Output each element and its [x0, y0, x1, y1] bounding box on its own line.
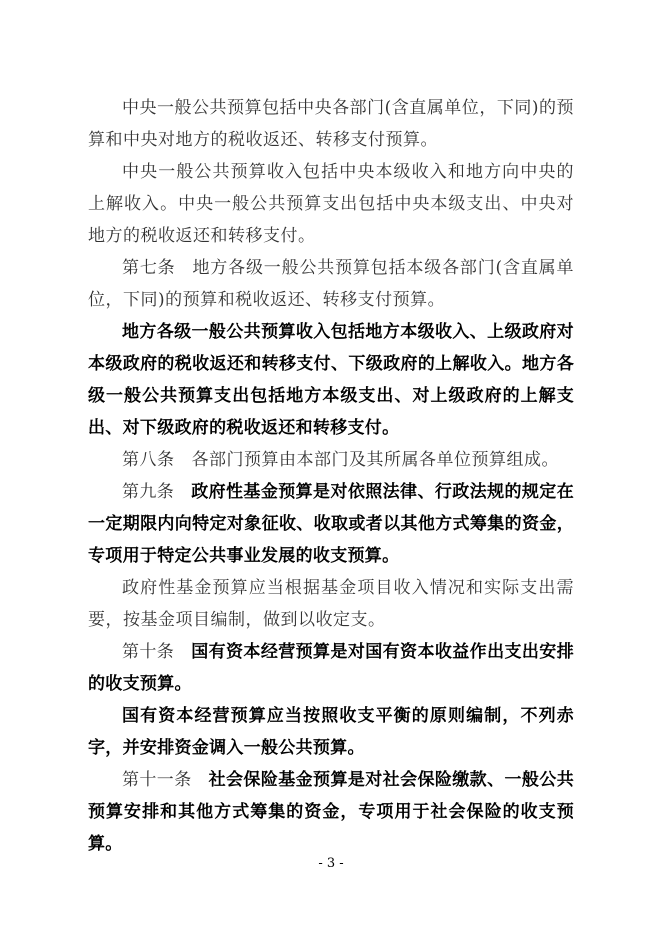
article-number: 第七条 — [122, 258, 176, 278]
paragraph-central-budget-scope — [88, 92, 574, 156]
article-number: 第八条 — [122, 450, 175, 470]
paragraph-text: 地方各级一般公共预算包括本级各部门(含直属单位，下同)的预算和税收返还、转移支付预算。 — [88, 258, 574, 310]
paragraph-text: 中央一般公共预算包括中央各部门(含直属单位，下同)的预算和中央对地方的税收返还、转移支付预算。 — [88, 98, 574, 150]
paragraph-text: 国有资本经营预算是对国有资本收益作出支出安排的收支预算。 — [88, 642, 574, 694]
page-number: - 3 - — [318, 856, 344, 871]
paragraph-article-11 — [88, 764, 574, 860]
paragraph-text: 政府性基金预算应当根据基金项目收入情况和实际支出需要，按基金项目编制，做到以收定支。 — [88, 578, 574, 630]
paragraph-article-8 — [88, 444, 574, 476]
paragraph-fund-budget-compilation — [88, 572, 574, 636]
article-number: 第九条 — [122, 482, 175, 502]
paragraph-central-budget-revenue — [88, 156, 574, 252]
paragraph-text: 中央一般公共预算收入包括中央本级收入和地方向中央的上解收入。中央一般公共预算支出包括中央本级支出、中央对地方的税收返还和转移支付。 — [88, 162, 574, 246]
paragraph-text: 各部门预算由本部门及其所属各单位预算组成。 — [191, 450, 559, 470]
paragraph-text: 社会保险基金预算是对社会保险缴款、一般公共预算安排和其他方式筹集的资金，专项用于社会保险的收支预算。 — [88, 770, 574, 854]
paragraph-article-9 — [88, 476, 574, 572]
paragraph-text: 国有资本经营预算应当按照收支平衡的原则编制，不列赤字，并安排资金调入一般公共预算。 — [88, 706, 574, 758]
paragraph-article-7 — [88, 252, 574, 316]
article-number: 第十条 — [122, 642, 175, 662]
paragraph-local-budget-revenue — [88, 316, 574, 444]
paragraph-article-10 — [88, 636, 574, 700]
article-number: 第十一条 — [122, 770, 192, 790]
document-body — [88, 92, 574, 860]
paragraph-text: 政府性基金预算是对依照法律、行政法规的规定在一定期限内向特定对象征收、收取或者以其他方式筹集的资金，专项用于特定公共事业发展的收支预算。 — [88, 482, 574, 566]
paragraph-text: 地方各级一般公共预算收入包括地方本级收入、上级政府对本级政府的税收返还和转移支付、下级政府的上解收入。地方各级一般公共预算支出包括地方本级支出、对上级政府的上解支出、对下级政府的税收返还和转移支付。 — [88, 322, 574, 438]
paragraph-state-capital-balance — [88, 700, 574, 764]
